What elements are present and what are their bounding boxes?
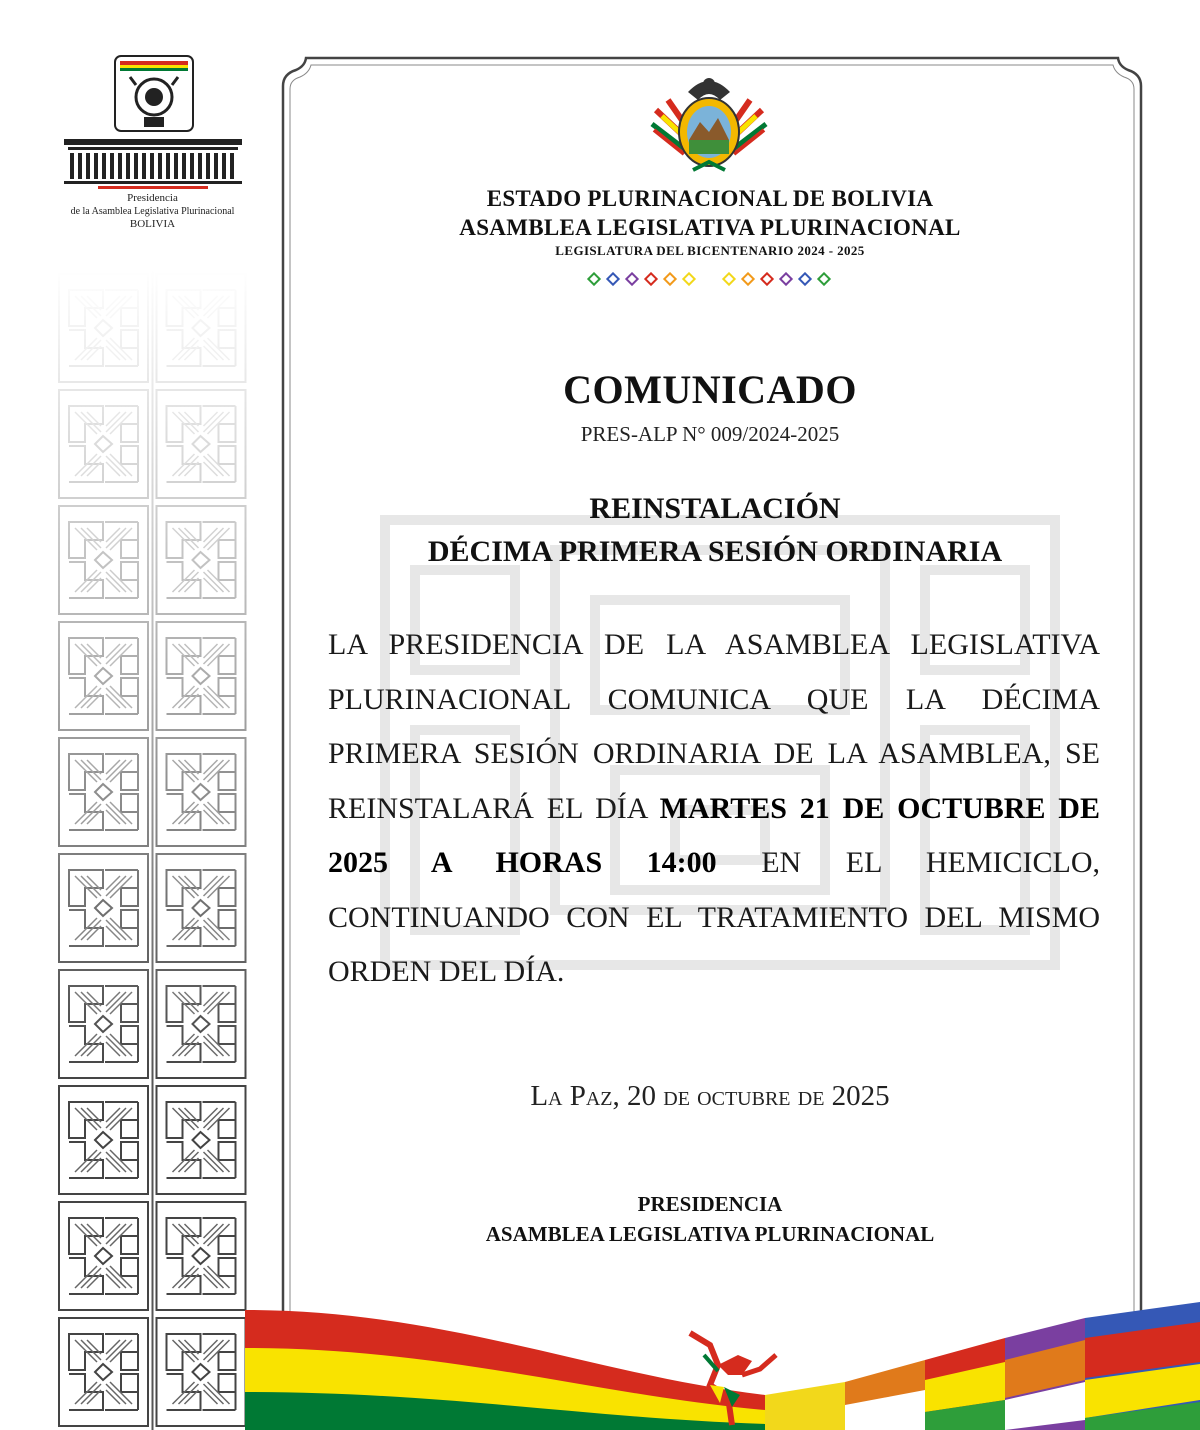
- subtitle-line1: REINSTALACIÓN: [589, 492, 841, 525]
- body-text-emphasis: MARTES 21 DE OCTUBRE DE 2025 A HORAS 14:00: [328, 791, 1100, 879]
- signature-line2: ASAMBLEA LEGISLATIVA PLURINACIONAL: [485, 1222, 935, 1246]
- logo-caption-line1: Presidencia: [127, 192, 178, 204]
- header-assembly: ASAMBLEA LEGISLATIVA PLURINACIONAL: [459, 215, 961, 240]
- document-reference: PRES-ALP N° 009/2024-2025: [580, 422, 840, 446]
- signature-line1: PRESIDENCIA: [637, 1192, 783, 1216]
- kantuta-bird-emblem-icon: [680, 1325, 785, 1430]
- place-and-date: La Paz, 20 de octubre de 2025: [530, 1080, 890, 1112]
- header-state: ESTADO PLURINACIONAL DE BOLIVIA: [486, 186, 934, 211]
- logo-caption-line2: de la Asamblea Legislativa Plurinacional: [70, 206, 235, 217]
- document-title: COMUNICADO: [563, 367, 857, 412]
- andean-pattern-band: [55, 270, 250, 1430]
- body-text-part2: EN EL HEMICICLO, CONTINUANDO CON EL TRATAMIENTO DEL MISMO ORDEN DEL DÍA.: [328, 846, 1100, 988]
- wiphala-diamonds-ornament: [585, 272, 845, 288]
- assembly-logo: [55, 55, 250, 245]
- body-text-part1: LA PRESIDENCIA DE LA ASAMBLEA LEGISLATIVA PLURINACIONAL COMUNICA QUE LA DÉCIMA PRIMERA SESIÓN ORDINARIA DE LA ASAMBLEA, SE REINSTALARÁ EL DÍA: [328, 628, 1100, 825]
- logo-caption-line3: BOLIVIA: [129, 218, 176, 230]
- communique-body: [328, 618, 1100, 1000]
- bolivia-coat-of-arms-icon: [648, 70, 770, 182]
- header-legislature: LEGISLATURA DEL BICENTENARIO 2024 - 2025: [555, 243, 865, 258]
- subtitle-line2: DÉCIMA PRIMERA SESIÓN ORDINARIA: [427, 535, 1003, 568]
- legislative-palace-icon: [58, 55, 248, 190]
